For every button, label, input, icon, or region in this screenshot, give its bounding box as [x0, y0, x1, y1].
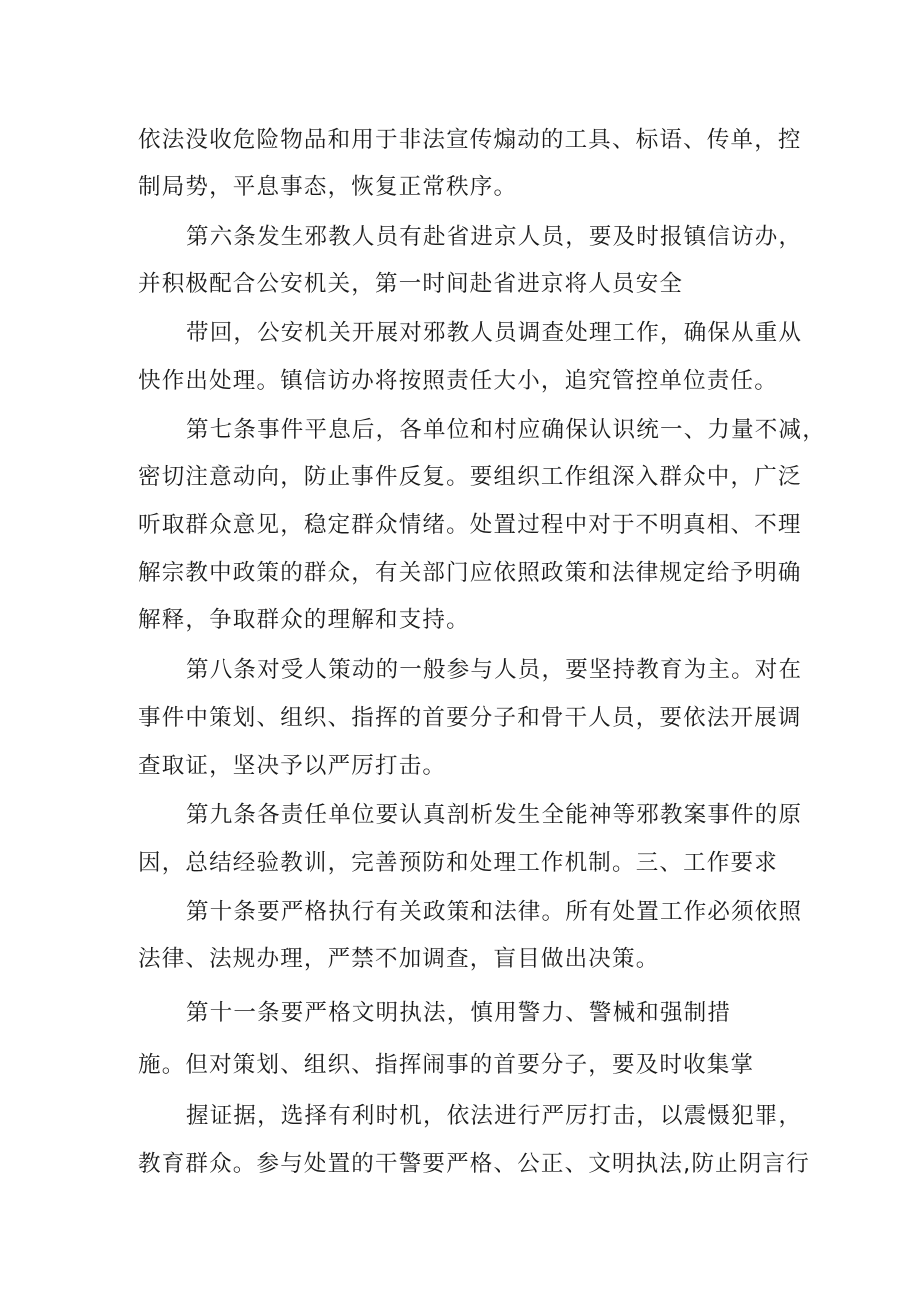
text-line: 制局势，平息事态，恢复正常秩序。 [138, 174, 518, 200]
text-line: 解宗教中政策的群众，有关部门应依照政策和法律规定给予明确 [138, 560, 802, 586]
text-line: 第十条要严格执行有关政策和法律。所有处置工作必须依照 [186, 899, 803, 925]
text-line: 查取证，坚决予以严厉打击。 [138, 753, 447, 779]
text-line: 握证据，选择有利时机，依法进行严厉打击，以震慑犯罪， [186, 1103, 803, 1129]
text-line: 快作出处理。镇信访办将按照责任大小，追究管控单位责任。 [138, 368, 778, 394]
text-line: 教育群众。参与处置的干警要严格、公正、文明执法,防止阴言行 [138, 1151, 810, 1177]
text-line: 解释，争取群众的理解和支持。 [138, 607, 470, 633]
text-line: 法律、法规办理，严禁不加调查，盲目做出决策。 [138, 946, 660, 972]
text-line: 密切注意动向，防止事件反复。要组织工作组深入群众中，广泛 [138, 464, 802, 490]
text-line: 依法没收危险物品和用于非法宣传煽动的工具、标语、传单，控 [138, 127, 802, 153]
text-line: 事件中策划、组织、指挥的首要分子和骨干人员，要依法开展调 [138, 705, 802, 731]
text-line: 因，总结经验教训，完善预防和处理工作机制。三、工作要求 [138, 850, 778, 876]
text-line: 第六条发生邪教人员有赴省进京人员，要及时报镇信访办， [186, 224, 803, 250]
text-line: 听取群众意见，稳定群众情绪。处置过程中对于不明真相、不理 [138, 512, 802, 538]
text-line: 第九条各责任单位要认真剖析发生全能神等邪教案事件的原 [186, 802, 803, 828]
text-line: 带回，公安机关开展对邪教人员调查处理工作，确保从重从 [186, 320, 803, 346]
text-line: 施。但对策划、组织、指挥闹事的首要分子，要及时收集掌 [138, 1052, 755, 1078]
text-line: 第八条对受人策动的一般参与人员，要坚持教育为主。对在 [186, 657, 803, 683]
text-line: 第七条事件平息后，各单位和村应确保认识统一、力量不减， [186, 417, 826, 443]
text-line: 并积极配合公安机关，第一时间赴省进京将人员安全 [138, 271, 684, 297]
text-line: 第十一条要严格文明执法，慎用警力、警械和强制措 [186, 1000, 732, 1026]
